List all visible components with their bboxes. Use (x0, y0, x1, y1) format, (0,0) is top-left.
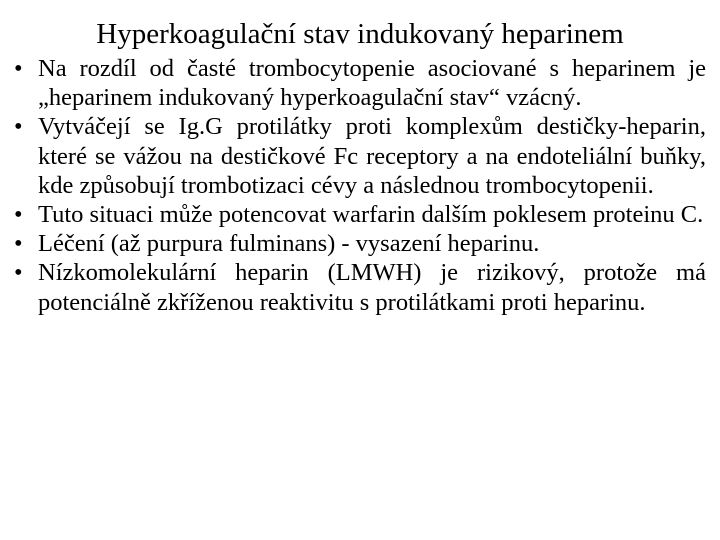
bullet-text: Vytváčejí se Ig.G protilátky proti komplexům destičky-heparin, které se vážou na destičkové Fc receptory a na endoteliální buňky, kde způsobují trombotizaci cévy a následnou trombocytopenii. (38, 113, 706, 199)
bullet-dot-icon: • (14, 113, 23, 141)
bullet-item (14, 112, 706, 200)
bullet-text: Na rozdíl od časté trombocytopenie asociované s heparinem je „heparinem indukovaný hyperkoagulační stav“ vzácný. (38, 55, 706, 112)
bullet-dot-icon: • (14, 201, 23, 229)
bullet-text: Nízkomolekulární heparin (LMWH) je rizikový, protože má potenciálně zkříženou reaktivitu s protilátkami proti heparinu. (38, 259, 706, 316)
bullet-dot-icon: • (14, 230, 23, 258)
bullet-dot-icon: • (14, 55, 23, 82)
bullet-text: Léčení (až purpura fulminans) - vysazení heparinu. (38, 230, 540, 258)
bullet-item (14, 54, 706, 112)
bullet-dot-icon: • (14, 259, 23, 287)
bullet-item (14, 200, 706, 229)
bullet-list (14, 54, 706, 317)
slide-title: Hyperkoagulační stav indukovaný heparinem (96, 18, 624, 50)
bullet-item (14, 258, 706, 316)
bullet-text: Tuto situaci může potencovat warfarin dalším poklesem proteinu C. (38, 201, 704, 229)
bullet-item (14, 229, 706, 258)
